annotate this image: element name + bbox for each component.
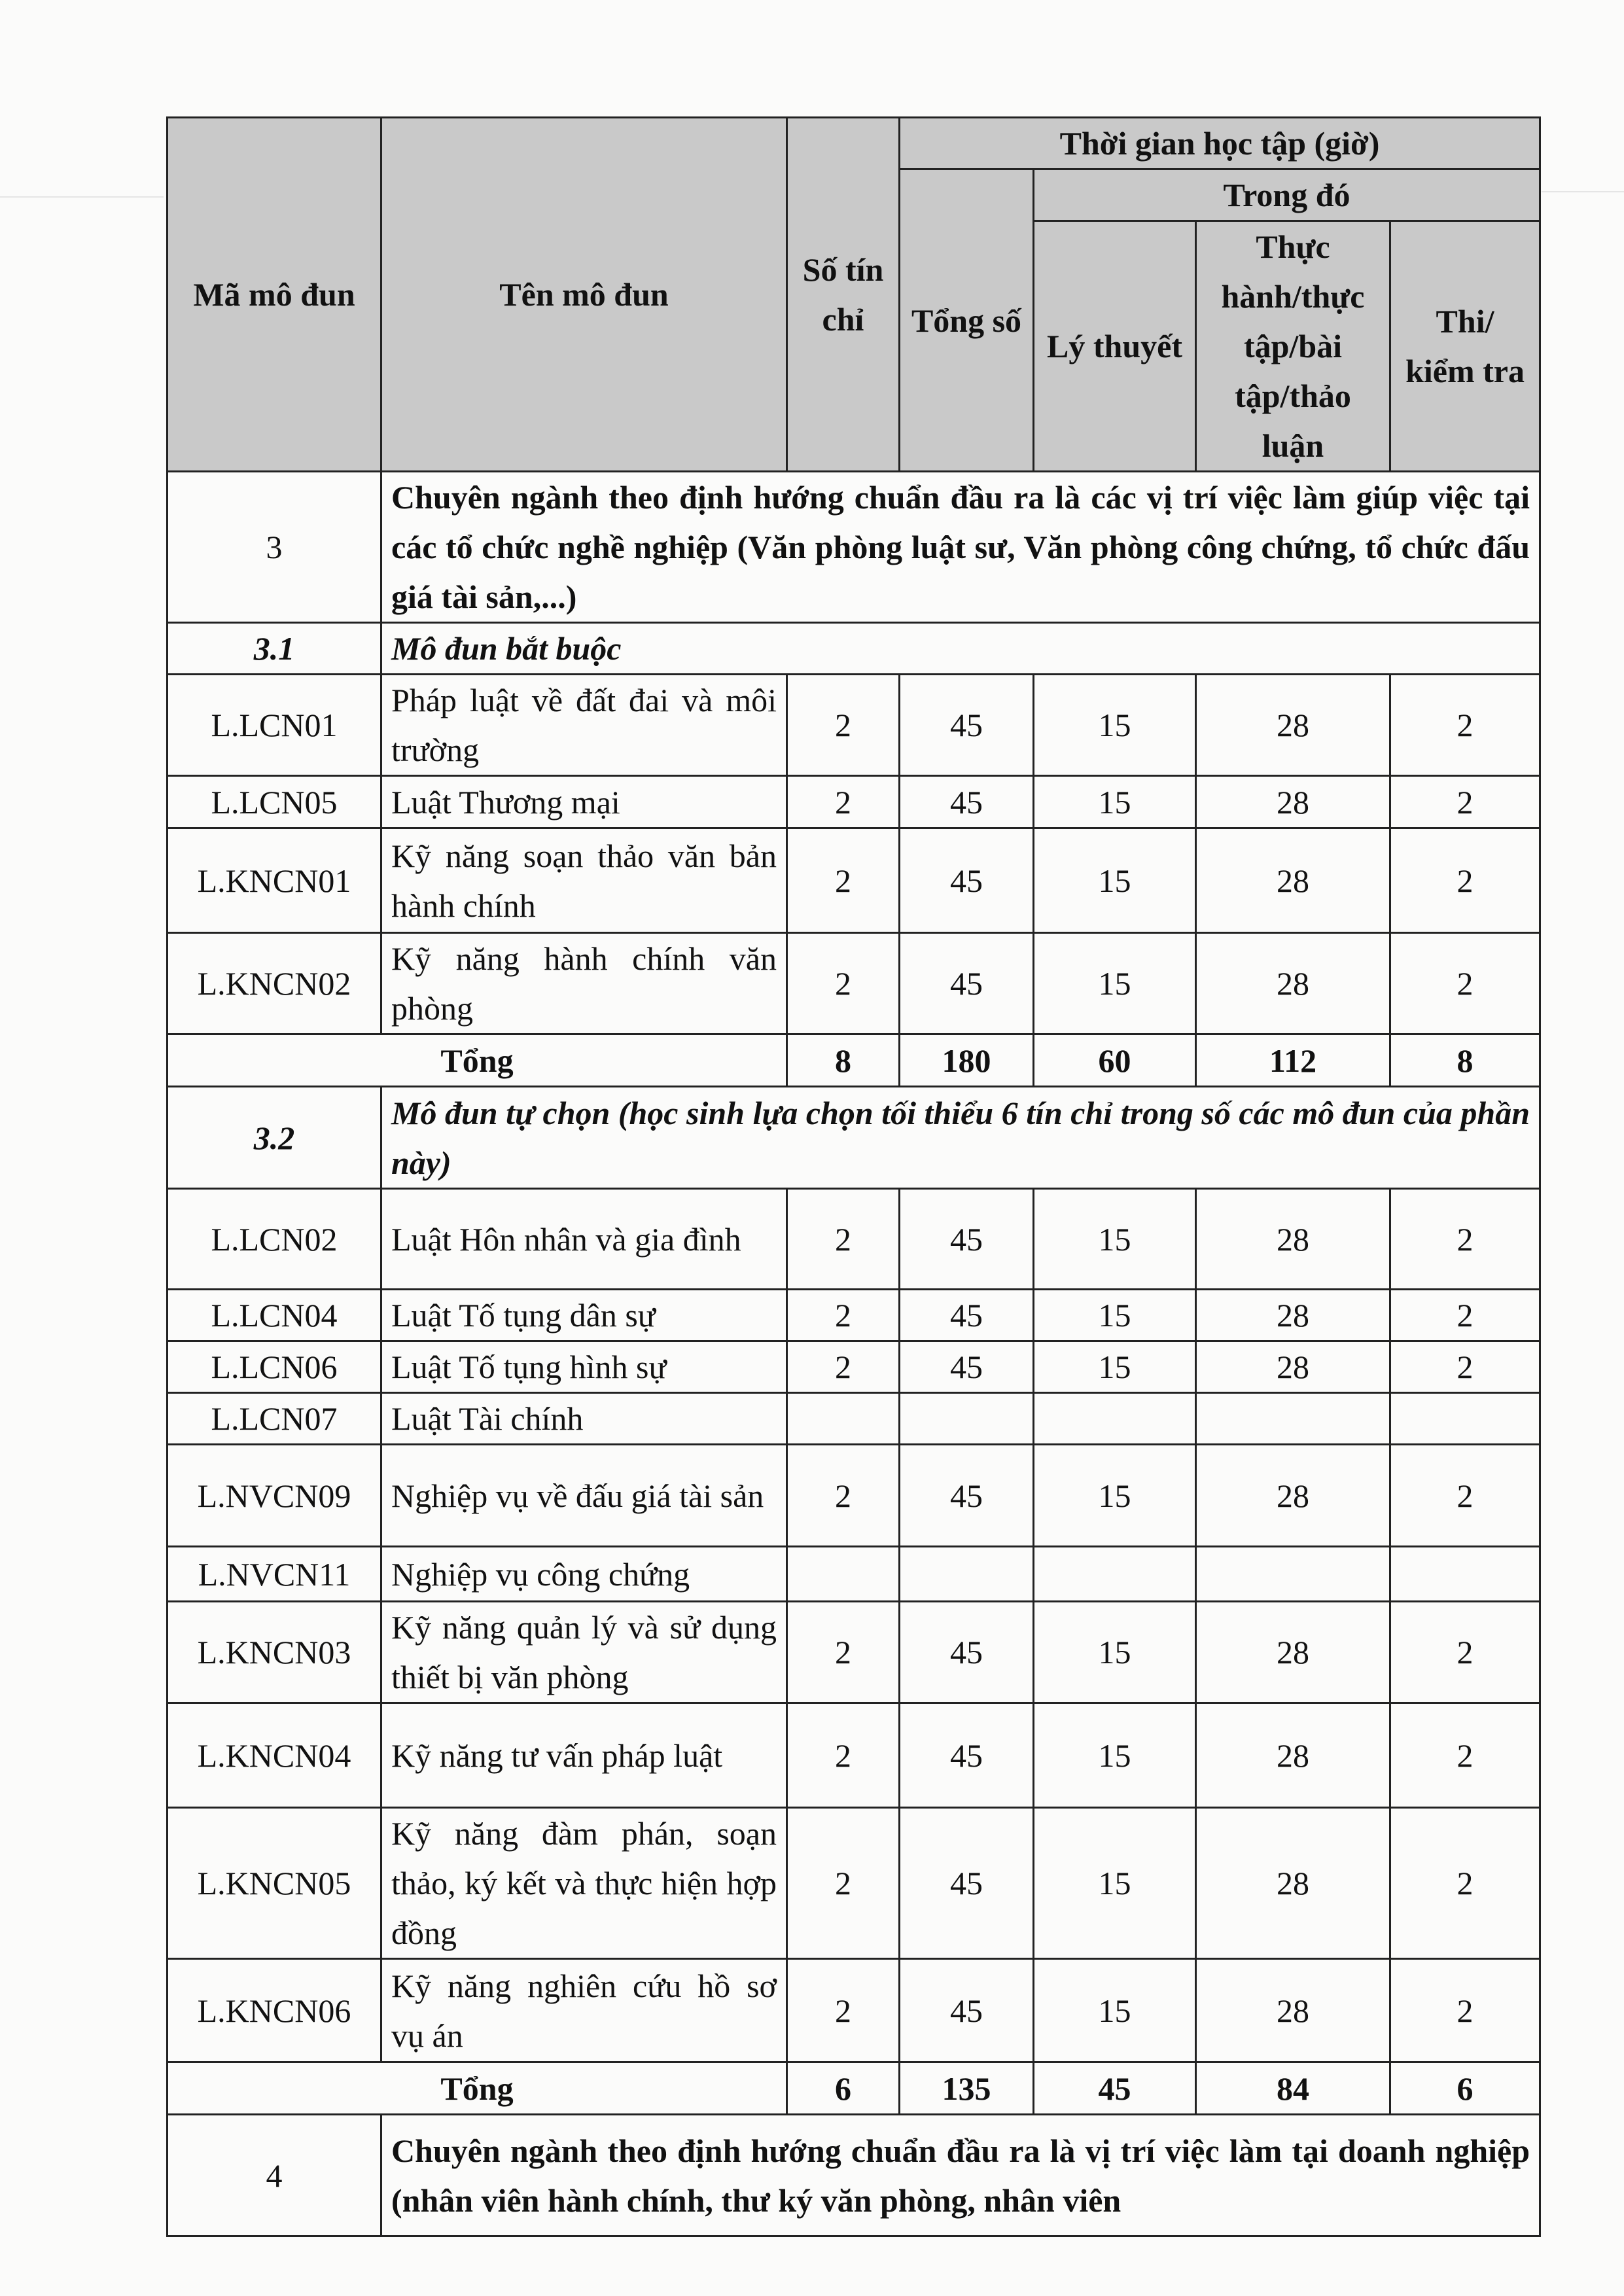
scan-edge-mark xyxy=(0,196,164,198)
module-name: Pháp luật về đất đai và môi trường xyxy=(381,675,787,776)
module-total-hours: 45 xyxy=(900,1959,1034,2062)
total-theory: 60 xyxy=(1034,1034,1196,1087)
total-label: Tổng xyxy=(168,2062,787,2115)
table-row xyxy=(168,1445,1540,1547)
module-credits: 2 xyxy=(787,1445,900,1547)
module-credits: 2 xyxy=(787,675,900,776)
module-credits: 2 xyxy=(787,1341,900,1393)
module-code: L.KNCN06 xyxy=(168,1959,381,2062)
module-theory-hours: 15 xyxy=(1034,1290,1196,1341)
module-practice-hours xyxy=(1196,1393,1390,1445)
module-total-hours xyxy=(900,1393,1034,1445)
module-total-hours: 45 xyxy=(900,1290,1034,1341)
table-row xyxy=(168,1703,1540,1808)
module-name: Luật Tố tụng hình sự xyxy=(381,1341,787,1393)
table-row xyxy=(168,1393,1540,1445)
table-row xyxy=(168,1189,1540,1290)
module-exam-hours: 2 xyxy=(1390,675,1540,776)
module-code: L.LCN01 xyxy=(168,675,381,776)
section-row xyxy=(168,2115,1540,2236)
module-name: Kỹ năng đàm phán, soạn thảo, ký kết và thực hiện hợp đồng xyxy=(381,1808,787,1959)
module-total-hours: 45 xyxy=(900,776,1034,828)
module-theory-hours: 15 xyxy=(1034,675,1196,776)
module-exam-hours: 2 xyxy=(1390,1959,1540,2062)
module-theory-hours: 15 xyxy=(1034,1703,1196,1808)
module-practice-hours: 28 xyxy=(1196,1341,1390,1393)
curriculum-table xyxy=(166,116,1541,2237)
module-practice-hours: 28 xyxy=(1196,776,1390,828)
header-practice: Thực hành/thực tập/bài tập/thảo luận xyxy=(1196,221,1390,472)
module-credits: 2 xyxy=(787,776,900,828)
module-total-hours xyxy=(900,1547,1034,1602)
module-total-hours: 45 xyxy=(900,1341,1034,1393)
module-exam-hours: 2 xyxy=(1390,1602,1540,1703)
total-label: Tổng xyxy=(168,1034,787,1087)
module-exam-hours xyxy=(1390,1393,1540,1445)
module-exam-hours: 2 xyxy=(1390,828,1540,933)
subsection-number: 3.2 xyxy=(168,1087,381,1189)
module-practice-hours: 28 xyxy=(1196,1290,1390,1341)
module-name: Kỹ năng tư vấn pháp luật xyxy=(381,1703,787,1808)
header-name: Tên mô đun xyxy=(381,118,787,472)
module-practice-hours: 28 xyxy=(1196,828,1390,933)
module-credits: 2 xyxy=(787,1703,900,1808)
module-name: Luật Tài chính xyxy=(381,1393,787,1445)
module-exam-hours: 2 xyxy=(1390,1189,1540,1290)
section-number: 4 xyxy=(168,2115,381,2236)
module-code: L.LCN05 xyxy=(168,776,381,828)
module-exam-hours: 2 xyxy=(1390,933,1540,1034)
module-practice-hours: 28 xyxy=(1196,1703,1390,1808)
module-exam-hours: 2 xyxy=(1390,1703,1540,1808)
module-theory-hours: 15 xyxy=(1034,1341,1196,1393)
header-code: Mã mô đun xyxy=(168,118,381,472)
module-code: L.NVCN11 xyxy=(168,1547,381,1602)
module-exam-hours: 2 xyxy=(1390,1341,1540,1393)
section-number: 3 xyxy=(168,472,381,623)
subsection-row xyxy=(168,623,1540,675)
header-theory: Lý thuyết xyxy=(1034,221,1196,472)
module-name: Luật Hôn nhân và gia đình xyxy=(381,1189,787,1290)
module-practice-hours: 28 xyxy=(1196,1959,1390,2062)
total-practice: 112 xyxy=(1196,1034,1390,1087)
module-exam-hours xyxy=(1390,1547,1540,1602)
module-name: Kỹ năng nghiên cứu hồ sơ vụ án xyxy=(381,1959,787,2062)
module-code: L.KNCN01 xyxy=(168,828,381,933)
module-exam-hours: 2 xyxy=(1390,1290,1540,1341)
module-name: Kỹ năng hành chính văn phòng xyxy=(381,933,787,1034)
module-credits xyxy=(787,1393,900,1445)
subsection-row xyxy=(168,1087,1540,1189)
module-code: L.KNCN04 xyxy=(168,1703,381,1808)
module-credits: 2 xyxy=(787,1959,900,2062)
module-exam-hours: 2 xyxy=(1390,1445,1540,1547)
module-name: Luật Thương mại xyxy=(381,776,787,828)
module-theory-hours: 15 xyxy=(1034,1959,1196,2062)
total-row xyxy=(168,1034,1540,1087)
module-practice-hours: 28 xyxy=(1196,675,1390,776)
module-practice-hours: 28 xyxy=(1196,1445,1390,1547)
total-hours: 135 xyxy=(900,2062,1034,2115)
module-total-hours: 45 xyxy=(900,933,1034,1034)
header-credits: Số tín chỉ xyxy=(787,118,900,472)
module-theory-hours: 15 xyxy=(1034,1189,1196,1290)
subsection-title: Mô đun tự chọn (học sinh lựa chọn tối thiểu 6 tín chỉ trong số các mô đun của phần này) xyxy=(381,1087,1540,1189)
module-total-hours: 45 xyxy=(900,1189,1034,1290)
module-name: Luật Tố tụng dân sự xyxy=(381,1290,787,1341)
module-credits: 2 xyxy=(787,828,900,933)
module-name: Nghiệp vụ công chứng xyxy=(381,1547,787,1602)
module-name: Kỹ năng soạn thảo văn bản hành chính xyxy=(381,828,787,933)
module-theory-hours: 15 xyxy=(1034,1808,1196,1959)
total-practice: 84 xyxy=(1196,2062,1390,2115)
total-hours: 180 xyxy=(900,1034,1034,1087)
table-row xyxy=(168,828,1540,933)
table-row xyxy=(168,933,1540,1034)
module-name: Nghiệp vụ về đấu giá tài sản xyxy=(381,1445,787,1547)
table-row xyxy=(168,1959,1540,2062)
module-code: L.LCN06 xyxy=(168,1341,381,1393)
module-practice-hours: 28 xyxy=(1196,1602,1390,1703)
module-credits: 2 xyxy=(787,1189,900,1290)
module-theory-hours xyxy=(1034,1393,1196,1445)
module-practice-hours: 28 xyxy=(1196,1189,1390,1290)
section-row xyxy=(168,472,1540,623)
module-theory-hours: 15 xyxy=(1034,828,1196,933)
total-credits: 8 xyxy=(787,1034,900,1087)
module-practice-hours: 28 xyxy=(1196,933,1390,1034)
section-title: Chuyên ngành theo định hướng chuẩn đầu ra là vị trí việc làm tại doanh nghiệp (nhân viên hành chính, thư ký văn phòng, nhân viên xyxy=(381,2115,1540,2236)
module-code: L.KNCN05 xyxy=(168,1808,381,1959)
table-body xyxy=(168,472,1540,2236)
module-code: L.NVCN09 xyxy=(168,1445,381,1547)
module-exam-hours: 2 xyxy=(1390,1808,1540,1959)
total-row xyxy=(168,2062,1540,2115)
header-of-which: Trong đó xyxy=(1034,169,1540,221)
module-total-hours: 45 xyxy=(900,675,1034,776)
header-total-hours: Tổng số xyxy=(900,169,1034,472)
module-code: L.KNCN03 xyxy=(168,1602,381,1703)
module-code: L.LCN02 xyxy=(168,1189,381,1290)
scan-edge-mark xyxy=(1542,191,1624,192)
module-credits: 2 xyxy=(787,933,900,1034)
module-total-hours: 45 xyxy=(900,1808,1034,1959)
module-exam-hours: 2 xyxy=(1390,776,1540,828)
total-theory: 45 xyxy=(1034,2062,1196,2115)
module-theory-hours: 15 xyxy=(1034,933,1196,1034)
table-row xyxy=(168,1547,1540,1602)
module-code: L.KNCN02 xyxy=(168,933,381,1034)
module-theory-hours xyxy=(1034,1547,1196,1602)
table-header xyxy=(168,118,1540,472)
table-row xyxy=(168,1602,1540,1703)
header-time-group: Thời gian học tập (giờ) xyxy=(900,118,1540,169)
table-row xyxy=(168,675,1540,776)
header-exam: Thi/ kiểm tra xyxy=(1390,221,1540,472)
subsection-title: Mô đun bắt buộc xyxy=(381,623,1540,675)
section-title: Chuyên ngành theo định hướng chuẩn đầu ra là các vị trí việc làm giúp việc tại các tổ chức nghề nghiệp (Văn phòng luật sư, Văn phòng công chứng, tổ chức đấu giá tài sản,...) xyxy=(381,472,1540,623)
module-credits xyxy=(787,1547,900,1602)
module-code: L.LCN04 xyxy=(168,1290,381,1341)
module-code: L.LCN07 xyxy=(168,1393,381,1445)
module-credits: 2 xyxy=(787,1290,900,1341)
module-total-hours: 45 xyxy=(900,828,1034,933)
module-total-hours: 45 xyxy=(900,1445,1034,1547)
module-credits: 2 xyxy=(787,1602,900,1703)
total-exam: 6 xyxy=(1390,2062,1540,2115)
module-total-hours: 45 xyxy=(900,1703,1034,1808)
table-row xyxy=(168,776,1540,828)
table-row xyxy=(168,1290,1540,1341)
total-credits: 6 xyxy=(787,2062,900,2115)
subsection-number: 3.1 xyxy=(168,623,381,675)
module-theory-hours: 15 xyxy=(1034,776,1196,828)
module-practice-hours xyxy=(1196,1547,1390,1602)
module-practice-hours: 28 xyxy=(1196,1808,1390,1959)
total-exam: 8 xyxy=(1390,1034,1540,1087)
module-credits: 2 xyxy=(787,1808,900,1959)
table-row xyxy=(168,1341,1540,1393)
table-row xyxy=(168,1808,1540,1959)
module-theory-hours: 15 xyxy=(1034,1445,1196,1547)
module-name: Kỹ năng quản lý và sử dụng thiết bị văn phòng xyxy=(381,1602,787,1703)
module-total-hours: 45 xyxy=(900,1602,1034,1703)
module-theory-hours: 15 xyxy=(1034,1602,1196,1703)
